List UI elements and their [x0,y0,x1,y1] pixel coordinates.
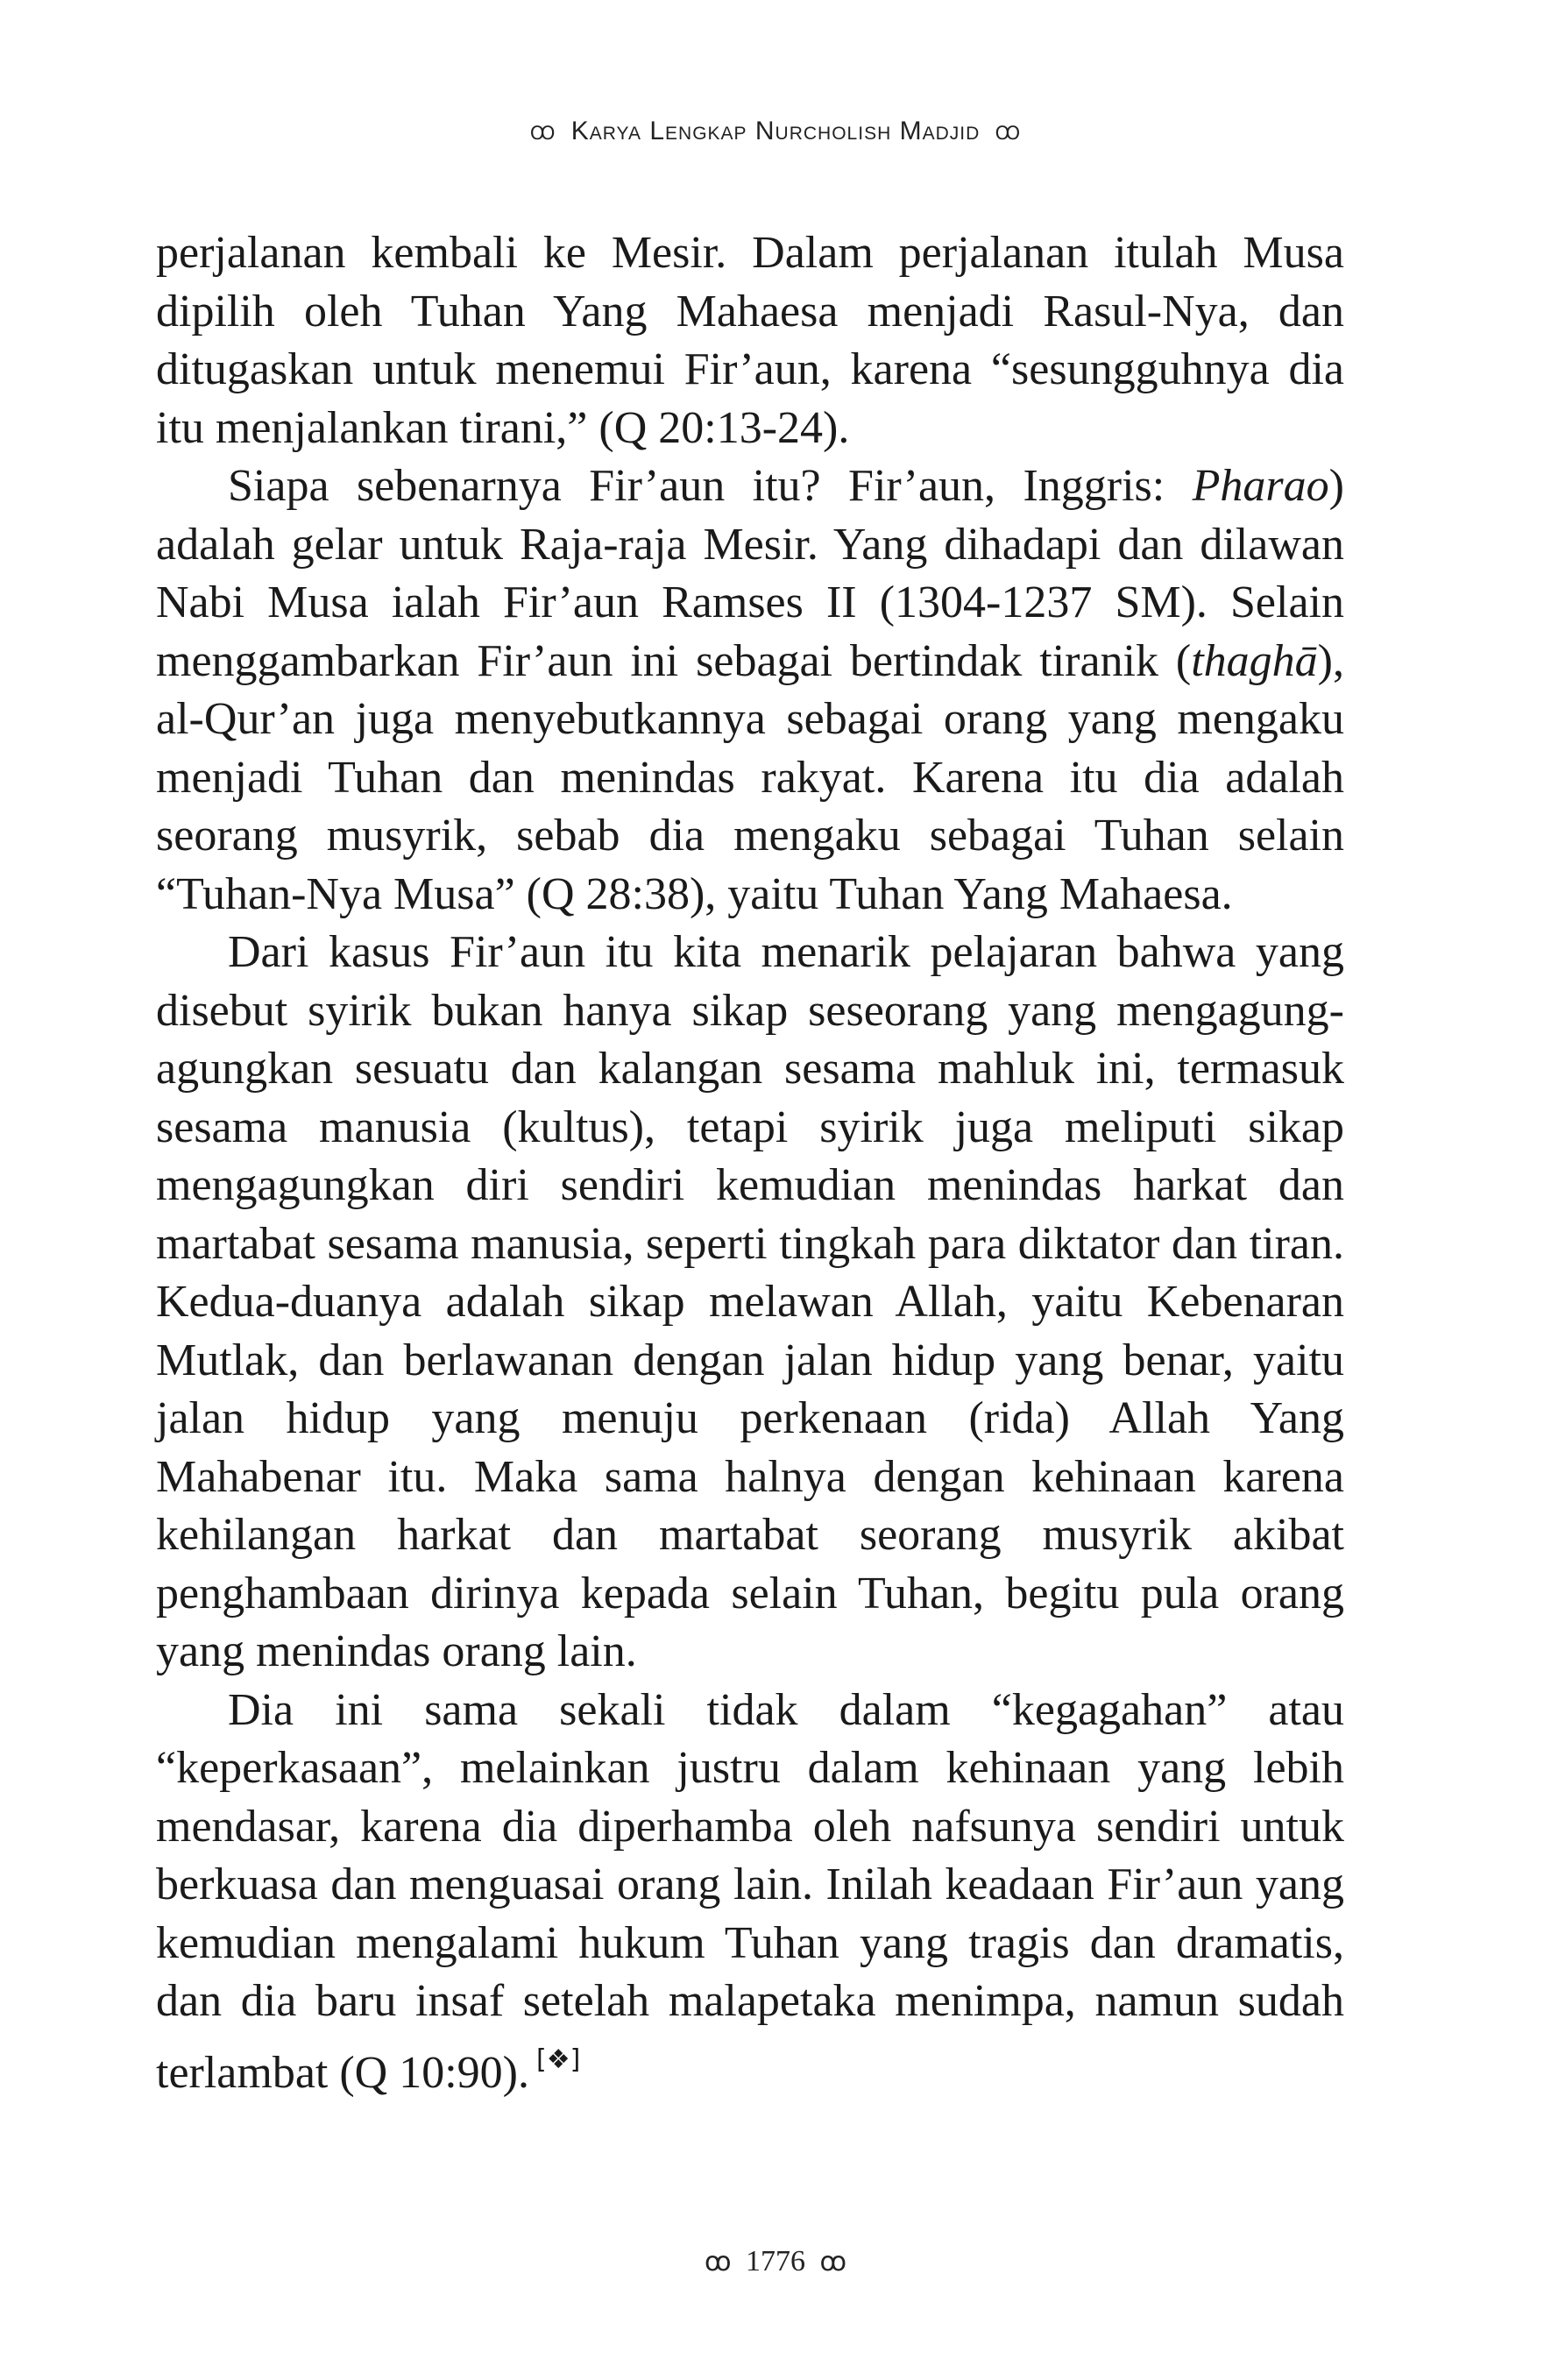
paragraph-3: Dari kasus Fir’aun itu kita menarik pelajaran bahwa yang disebut syirik bukan hanya sikap seseorang yang mengagung-agungkan sesuatu dan kalangan sesama mahluk ini, termasuk sesama manusia (kultus), tetapi syirik juga meliputi sikap mengagungkan diri sendiri kemudian menindas harkat dan martabat sesama manusia, seperti tingkah para diktator dan tiran. Kedua-duanya adalah sikap melawan Allah, yaitu Kebenaran Mutlak, dan berlawanan dengan jalan hidup yang benar, yaitu jalan hidup yang menuju perkenaan (rida) Allah Yang Mahabenar itu. Maka sama halnya dengan kehinaan karena kehilangan harkat dan martabat seorang musyrik akibat penghambaan dirinya kepada selain Tuhan, begitu pula orang yang menindas orang lain. [156,927,1344,1676]
right-ornament-icon: ꝏ [995,116,1022,146]
paragraph-1: perjalanan kembali ke Mesir. Dalam perjalanan itulah Musa dipilih oleh Tuhan Yang Mahaesa menjadi Rasul-Nya, dan ditugaskan untuk menemui Fir’aun, karena “sesungguhnya dia itu menjalankan tirani,” (Q 20:13-24). [156,228,1344,453]
book-title: Karya Lengkap Nurcholish Madjid [570,117,981,145]
italic-pharao: Pharao [1192,461,1329,511]
left-ornament-icon: ꝏ [529,116,556,146]
footer-left-ornament-icon: ꝏ [704,2247,732,2277]
end-mark-icon: [❖] [535,2044,581,2075]
body-text [156,224,1344,2102]
italic-thagha: thaghā [1191,635,1318,686]
page-number: 1776 [746,2245,805,2277]
paragraph-4-text: Dia ini sama sekali tidak dalam “kegagahan” atau “keperkasaan”, melainkan justru dalam kehinaan yang lebih mendasar, karena dia diperhamba oleh nafsunya sendiri untuk berkuasa dan menguasai orang lain. Inilah keadaan Fir’aun yang kemudian mengalami hukum Tuhan yang tragis dan dramatis, dan dia baru insaf setelah malapetaka menimpa, namun sudah terlambat (Q 10:90). [156,1684,1344,2098]
paragraph-2-part-3: ), al-Qur’an juga menyebutkannya sebagai orang yang mengaku menjadi Tuhan dan menindas rakyat. Karena itu dia adalah seorang musyrik, sebab dia mengaku sebagai Tuhan selain “Tuhan-Nya Musa” (Q 28:38), yaitu Tuhan Yang Mahaesa. [156,635,1344,919]
page-footer [0,2245,1551,2278]
paragraph-4 [156,1682,1344,2103]
paragraph-2-part-2: ) adalah gelar untuk Raja-raja Mesir. Yang dihadapi dan dilawan Nabi Musa ialah Fir’aun Ramses II (1304-1237 SM). Selain menggambarkan Fir’aun ini sebagai bertindak tiranik ( [156,461,1344,686]
running-head [0,116,1551,146]
paragraph-2-part-1: Siapa sebenarnya Fir’aun itu? Fir’aun, Inggris: [228,461,1193,511]
footer-right-ornament-icon: ꝏ [819,2247,847,2277]
paragraph-2 [156,457,1344,924]
